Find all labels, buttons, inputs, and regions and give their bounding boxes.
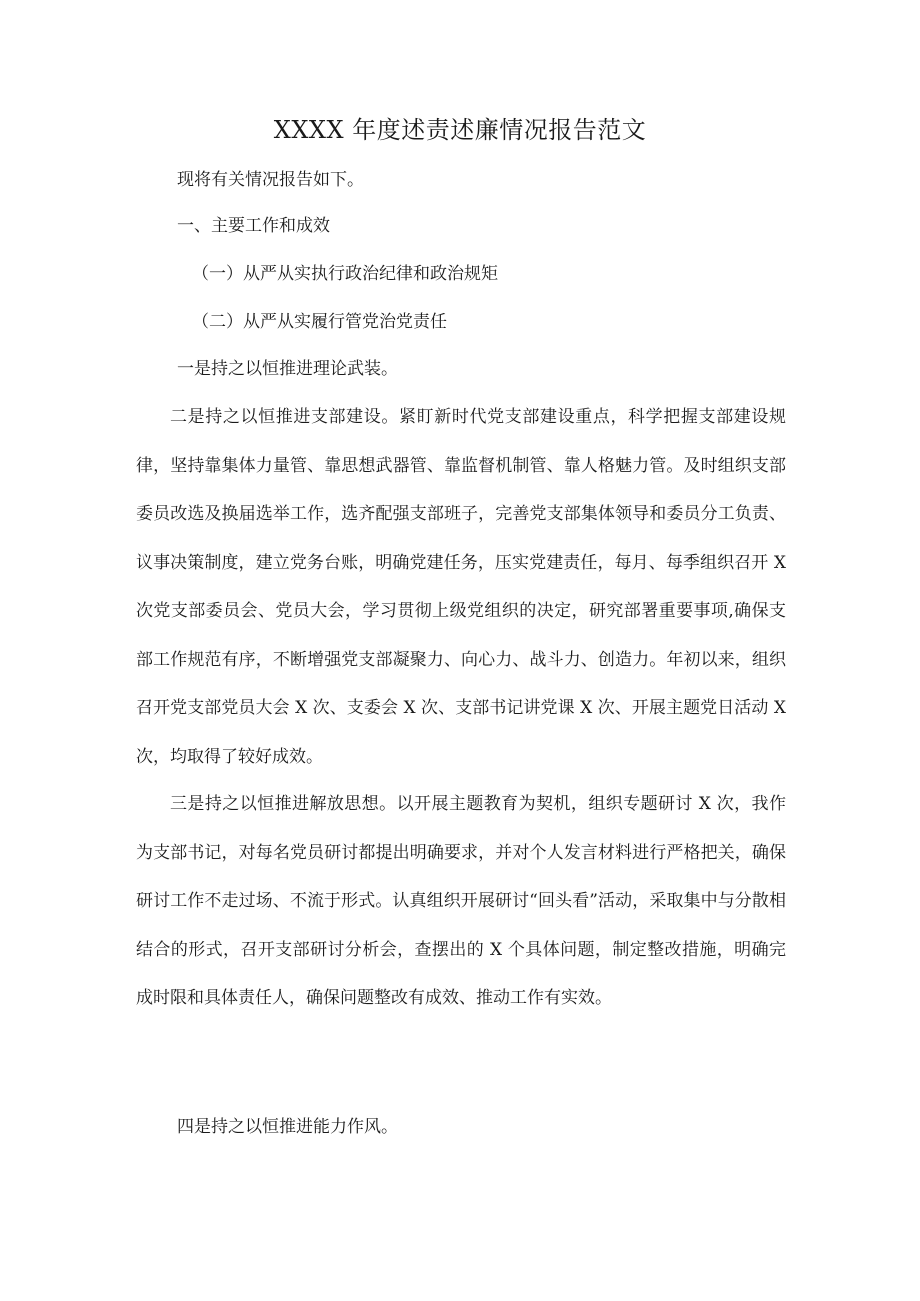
- section-heading-main-work: 一、主要工作和成效: [177, 216, 330, 236]
- intro-line: 现将有关情况报告如下。: [177, 170, 364, 190]
- subsection-heading-2: （二）从严从实履行管党治党责任: [192, 312, 447, 332]
- paragraph-branch-building: 二是持之以恒推进支部建设。紧盯新时代党支部建设重点，科学把握支部建设规律，坚持靠集体力量管、靠思想武器管、靠监督机制管、靠人格魅力管。及时组织支部委员改选及换届选举工作，选齐配强支部班子，完善党支部集体领导和委员分工负责、议事决策制度，建立党务台账，明确党建任务，压实党建责任，每月、每季组织召开 X 次党支部委员会、党员大会，学习贯彻上级党组织的决定，研究部署重要事项,确保支部工作规范有序，不断增强党支部凝聚力、向心力、战斗力、创造力。年初以来，组织召开党支部党员大会 X 次、支委会 X 次、支部书记讲党课 X 次、开展主题党日活动 X 次，均取得了较好成效。: [136, 407, 786, 767]
- paragraph-emancipate-mind: 三是持之以恒推进解放思想。以开展主题教育为契机，组织专题研讨 X 次，我作为支部书记，对每名党员研讨都提出明确要求，并对个人发言材料进行严格把关，确保研讨工作不走过场、不流于形式。认真组织开展研讨“回头看”活动，采取集中与分散相结合的形式，召开支部研讨分析会，查摆出的 X 个具体问题，制定整改措施，明确完成时限和具体责任人，确保问题整改有成效、推动工作有实效。: [136, 794, 786, 1008]
- item-ability-style: 四是持之以恒推进能力作风。: [177, 1117, 398, 1137]
- item-theory-armament: 一是持之以恒推进理论武装。: [177, 359, 398, 379]
- document-title: XXXX 年度述责述廉情况报告范文: [273, 116, 647, 144]
- subsection-heading-1: （一）从严从实执行政治纪律和政治规矩: [192, 264, 498, 284]
